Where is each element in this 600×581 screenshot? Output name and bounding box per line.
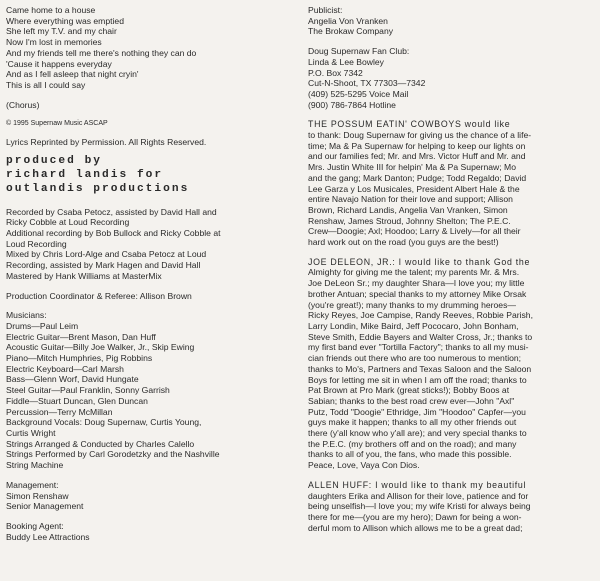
producer-credit	[6, 154, 298, 197]
musician-line: Bass—Glenn Worf, David Hungate	[6, 374, 139, 385]
lyric-line: Came home to a house	[6, 5, 96, 15]
left-column	[6, 5, 298, 542]
thanks-line: Larry Londin, Mike Baird, Jeff Pococaro, John Bonham,	[308, 320, 519, 331]
thanks-line: Crew—Doogie; Axl; Hoodoo; Larry & Lively—for all their	[308, 226, 521, 237]
musician-line: Strings Arranged & Conducted by Charles Calello	[6, 438, 195, 449]
thanks-line: Almighty for giving me the talent; my parents Mr. & Mrs.	[308, 267, 520, 278]
thanks-line: hard work out on the road (you guys are the best!)	[308, 237, 499, 248]
fan-club-info	[308, 46, 594, 110]
musicians-list	[6, 310, 298, 471]
producer-line: richard landis for	[6, 169, 164, 182]
thanks-line: to thank: Doug Supernaw for giving us the chance of a life-	[308, 130, 532, 141]
fan-club-line: (900) 786-7864 Hotline	[308, 99, 396, 110]
right-column	[308, 5, 594, 533]
coordinator-text: Production Coordinator & Referee: Allison Brown	[6, 290, 192, 301]
lyric-line: And as I fell asleep that night cryin'	[6, 69, 139, 80]
chorus-label: (Chorus)	[6, 99, 40, 110]
recording-line: Ricky Cobble at Loud Recording	[6, 217, 130, 228]
musician-line: Fiddle—Stuart Duncan, Glen Duncan	[6, 395, 148, 406]
publicist-line: The Brokaw Company	[308, 26, 394, 37]
management-line: Simon Renshaw	[6, 490, 69, 501]
thanks-line: Mrs. Justin White III for helpin' Ma & Pa Supernaw; Mo	[308, 162, 516, 173]
joe-deleon-thanks	[308, 257, 594, 471]
recording-credits	[6, 207, 298, 282]
lyric-line: 'Cause it happens everyday	[6, 58, 112, 69]
thanks-line: (you're great!); many thanks to my drumming heroes—	[308, 299, 516, 310]
lyric-line: Where everything was emptied	[6, 15, 124, 26]
recording-line: Recorded by Csaba Petocz, assisted by David Hall and	[6, 206, 217, 217]
copyright-notice	[6, 119, 298, 128]
management-heading: Management:	[6, 479, 59, 490]
recording-line: Additional recording by Bob Bullock and Ricky Cobble at	[6, 228, 221, 239]
chorus-marker	[6, 100, 298, 111]
thanks-line: being unselfish—I love you; my wife Kristi for always being	[308, 501, 531, 512]
thanks-line: thanks to all of you, the fans, who made this possible.	[308, 449, 512, 460]
thanks-line: Sabian; thanks to the best road crew ever—John "Axl"	[308, 395, 515, 406]
musician-line: Steel Guitar—Paul Franklin, Sonny Garrish	[6, 385, 170, 396]
lyric-line: And my friends tell me there's nothing they can do	[6, 47, 197, 58]
lyric-line: Now I'm lost in memories	[6, 37, 102, 48]
thanks-line: brother Antuan; special thanks to my attorney Mike Orsak	[308, 288, 527, 299]
thanks-line: there for me—(you are my hero); Dawn for being a won-	[308, 511, 522, 522]
thanks-line: Peace, Love, Vaya Con Dios.	[308, 460, 420, 471]
thanks-line: cian friends out there who are too numerous to mention;	[308, 353, 522, 364]
thanks-line: JOE DELEON, JR.: I would like to thank God the	[308, 256, 531, 267]
fan-club-heading: Doug Supernaw Fan Club:	[308, 46, 410, 57]
thanks-line: Steve Smith, Eddie Bayers and Walter Cross, Jr.; thanks to	[308, 331, 533, 342]
management-credit	[6, 480, 298, 512]
producer-line: outlandis productions	[6, 183, 190, 196]
thanks-line: THE POSSUM EATIN' COWBOYS would like	[308, 119, 511, 130]
thanks-line: Brown, Richard Landis, Angelia Van Vranken, Simon	[308, 204, 508, 215]
recording-line: Mixed by Chris Lord-Alge and Csaba Petocz at Loud	[6, 249, 207, 260]
thanks-line: and the gang; Mark Danton; Pudge; Todd Regaldo; David	[308, 172, 527, 183]
thanks-line: Pat Brown at Pro Mark (great sticks!); Bobby Boos at	[308, 385, 510, 396]
booking-credit	[6, 521, 298, 542]
musician-line: Strings Performed by Carl Gorodetzky and the Nashville	[6, 449, 220, 460]
thanks-line: the P.E.C. (my brothers off and on the road); and many	[308, 438, 517, 449]
thanks-line: ALLEN HUFF: I would like to thank my beautiful	[308, 479, 527, 490]
thanks-line: there (y'all know who y'all are); and very special thanks to	[308, 428, 527, 439]
publicist-credit	[308, 5, 594, 37]
musician-line: Background Vocals: Doug Supernaw, Curtis Young,	[6, 417, 202, 428]
thanks-line: Lee Garza y Los Musicales, President Albert Hale & the	[308, 183, 520, 194]
thanks-line: Boys for letting me sit in when I am off the road; thanks to	[308, 374, 527, 385]
musician-line: Piano—Mitch Humphries, Pig Robbins	[6, 353, 153, 364]
possum-eatin-cowboys-thanks	[308, 119, 594, 247]
lyric-line: She left my T.V. and my chair	[6, 26, 117, 37]
recording-line: Mastered by Hank Williams at MasterMix	[6, 270, 162, 281]
permission-text: Lyrics Reprinted by Permission. All Rights Reserved.	[6, 137, 207, 148]
management-line: Senior Management	[6, 501, 84, 512]
musician-line: Acoustic Guitar—Billy Joe Walker, Jr., Skip Ewing	[6, 342, 195, 353]
thanks-line: guys make it happen; thanks to all my other friends out	[308, 417, 517, 428]
thanks-line: Ricky Reyes, Joe Campise, Randy Reeves, Robbie Parish,	[308, 310, 533, 321]
permission-notice	[6, 137, 298, 148]
musician-line: String Machine	[6, 460, 64, 471]
thanks-line: Joe DeLeon Sr.; my daughter Shara—I love you; my little	[308, 278, 525, 289]
fan-club-line: Linda & Lee Bowley	[308, 56, 384, 67]
thanks-line: daughters Erika and Allison for their love, patience and for	[308, 490, 529, 501]
thanks-line: thanks to Mo's, Partners and Texas Saloon and the Saloon	[308, 363, 532, 374]
copyright-text: © 1995 Supernaw Music ASCAP	[6, 120, 108, 128]
allen-huff-thanks	[308, 480, 594, 534]
musicians-heading: Musicians:	[6, 310, 47, 321]
musician-line: Curtis Wright	[6, 428, 56, 438]
musician-line: Percussion—Terry McMillan	[6, 406, 113, 417]
fan-club-line: Cut-N-Shoot, TX 77303—7342	[308, 78, 426, 89]
thanks-line: my first band ever "Tortilla Factory"; thanks to all my musi-	[308, 342, 529, 353]
lyric-line: This is all I could say	[6, 79, 86, 90]
musician-line: Electric Keyboard—Carl Marsh	[6, 363, 124, 374]
musician-line: Electric Guitar—Brent Mason, Dan Huff	[6, 331, 156, 342]
lyrics-stanza	[6, 5, 298, 91]
booking-line: Buddy Lee Attractions	[6, 531, 90, 542]
publicist-line: Angelia Von Vranken	[308, 15, 388, 26]
thanks-line: entire Navajo Nation for their love and support; Allison	[308, 194, 513, 205]
thanks-line: and our families fed; Mr. and Mrs. Victor Huff and Mr. and	[308, 151, 526, 162]
producer-line: produced by	[6, 155, 103, 168]
thanks-line: time; Ma & Pa Supernaw for helping to keep our lights on	[308, 140, 526, 151]
thanks-line: Renshaw, James Stroud, Johnny Shelton; The P.E.C.	[308, 215, 511, 226]
publicist-heading: Publicist:	[308, 5, 343, 15]
thanks-line: Putz, Todd "Doogie" Ethridge, Jim "Hoodoo" Capfer—you	[308, 406, 526, 417]
thanks-line: derful mom to Allison which allows me to be a great dad;	[308, 522, 523, 533]
recording-line: Loud Recording	[6, 238, 67, 249]
fan-club-line: (409) 525-5295 Voice Mail	[308, 88, 409, 99]
booking-heading: Booking Agent:	[6, 520, 64, 531]
recording-line: Recording, assisted by Mark Hagen and David Hall	[6, 260, 201, 271]
coordinator-credit	[6, 291, 298, 302]
musician-line: Drums—Paul Leim	[6, 320, 79, 331]
fan-club-line: P.O. Box 7342	[308, 67, 363, 78]
